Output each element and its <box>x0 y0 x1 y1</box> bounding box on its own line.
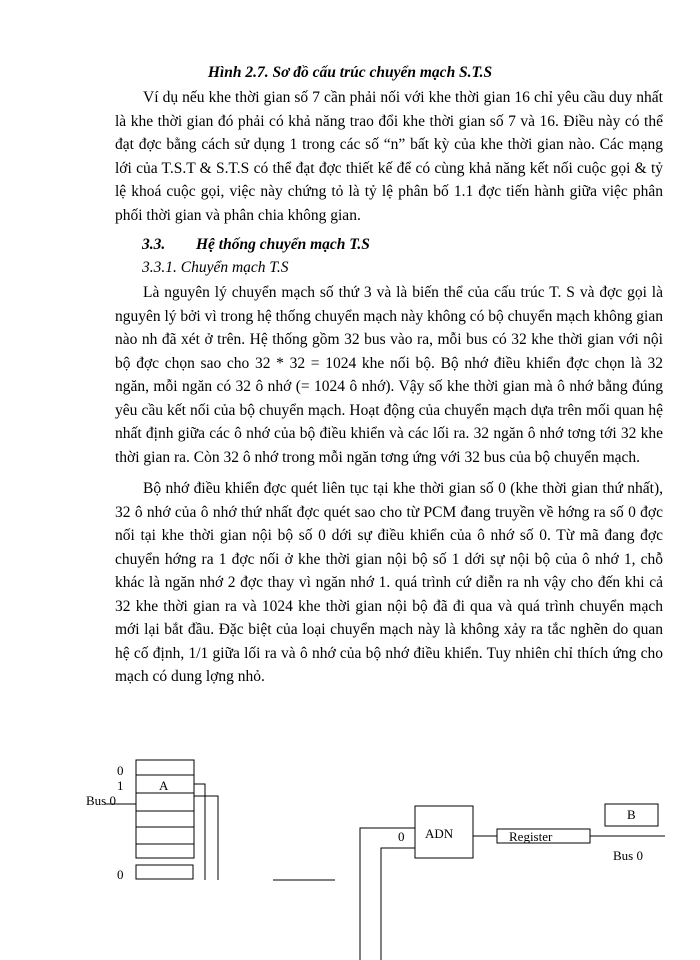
row-label: 0 <box>117 763 124 778</box>
register-label: Register <box>509 829 553 844</box>
figure-caption: Hình 2.7. Sơ đồ cấu trúc chuyển mạch S.T.S <box>207 64 493 81</box>
bus-out-label: Bus 0 <box>613 848 643 863</box>
paragraph-text: Bộ nhớ điều khiển đợc quét liên tục tại khe thời gian số 0 (khe thời gian thứ nhất), 32 ô nhớ của ô nhớ thứ nhất đợc quét sao cho từ PCM đang truyền về hớng ra số 0 đợc nối tại khe thời gian nội bộ số 0 dới sự điều khiển của ô nhớ số 0. Từ mã đang đợc chuyển hớng ra 1 đợc nối ở khe thời gian nội bộ số 1 dới sự nội bộ của ô nhớ 1, chỗ khác là ngăn nhớ 2 đợc thay vì ngăn nhớ 1. quá trình cứ diễn ra nh vậy cho đến khi cả 32 khe thời gian ra và 1024 khe thời gian nội bộ đã đi qua và quá trình chuyển mạch mới lại bắt đầu. Đặc biệt của loại chuyển mạch này là không xảy ra tắc nghẽn do quan hệ cố định, 1/1 giữa lối ra và ô nhớ của bộ nhớ điều khiển. Tuy nhiên chỉ thích ứng cho mạch có dung lợng nhỏ. <box>115 480 663 685</box>
output-line-b <box>194 796 218 880</box>
row-label: 0 <box>117 867 124 882</box>
output-line-a <box>194 784 205 880</box>
section-number: 3.3. <box>142 236 166 253</box>
paragraph-principle <box>115 281 663 469</box>
paragraph-operation <box>115 477 663 689</box>
adn-label: ADN <box>425 826 454 841</box>
memory-cell <box>136 827 194 844</box>
paragraph-example <box>115 86 663 227</box>
memory-cell <box>136 844 194 858</box>
ts-switch-diagram <box>0 740 700 960</box>
section-heading <box>142 236 370 254</box>
memory-cell <box>136 760 194 775</box>
paragraph-text: Ví dụ nếu khe thời gian số 7 cần phải nối với khe thời gian 16 chỉ yêu cầu duy nhất là khe thời gian đó phải có khả năng trao đổi khe thời gian số 7 và 16. Điều này có thể đạt đợc bằng cách sử dụng 1 trong các số “n” bất kỳ của khe thời gian nào. Các mạng lới của T.S.T & S.T.S có thể đạt đợc thiết kế để có cùng khả năng kết nối cuộc gọi & tỷ lệ khoá cuộc gọi, việc này chứng tỏ là tỷ lệ phân bố 1.1 đợc tiến hành giữa việc phân phối thời gian và phân chia không gian. <box>115 89 663 224</box>
subsection-heading: 3.3.1. Chuyển mạch T.S <box>142 259 289 276</box>
cell-a-label: A <box>159 778 169 793</box>
section-title: Hệ thống chuyển mạch T.S <box>196 236 370 253</box>
row-label: 1 <box>117 778 124 793</box>
connections <box>105 784 665 960</box>
bus-in-label: Bus 0 <box>86 793 116 808</box>
paragraph-text: Là nguyên lý chuyển mạch số thứ 3 và là biến thể của cấu trúc T. S và đợc gọi là nguyên lý bởi vì trong hệ thống chuyển mạch này không có bộ chuyển mạch không gian nào nh đã xét ở trên. Hệ thống gồm 32 bus vào ra, mỗi bus có 32 khe thời gian với nội bộ đợc chọn sao cho 32 * 32 = 1024 khe nối bộ. Bộ nhớ điều khiển đợc chọn là 32 ngăn, mỗi ngăn có 32 ô nhớ (= 1024 ô nhớ). Vậy số khe thời gian mà ô nhớ bằng đúng yêu cầu kết nối của bộ chuyển mạch. Hoạt động của chuyển mạch dựa trên mối quan hệ nhất định giữa các ô nhớ của bộ điều khiển và các lối ra. 32 ngăn ô nhớ tơng tới 32 khe thời gian ra. Còn 32 ô nhớ trong mỗi ngăn tơng ứng với 32 bus của bộ chuyển mạch. <box>115 284 663 466</box>
cell-b-label: B <box>627 807 636 822</box>
adn-input-label: 0 <box>398 829 405 844</box>
memory-cell <box>136 793 194 811</box>
adn-input-inner <box>381 848 415 960</box>
memory-cell-last <box>136 865 193 879</box>
memory-cell <box>136 811 194 827</box>
